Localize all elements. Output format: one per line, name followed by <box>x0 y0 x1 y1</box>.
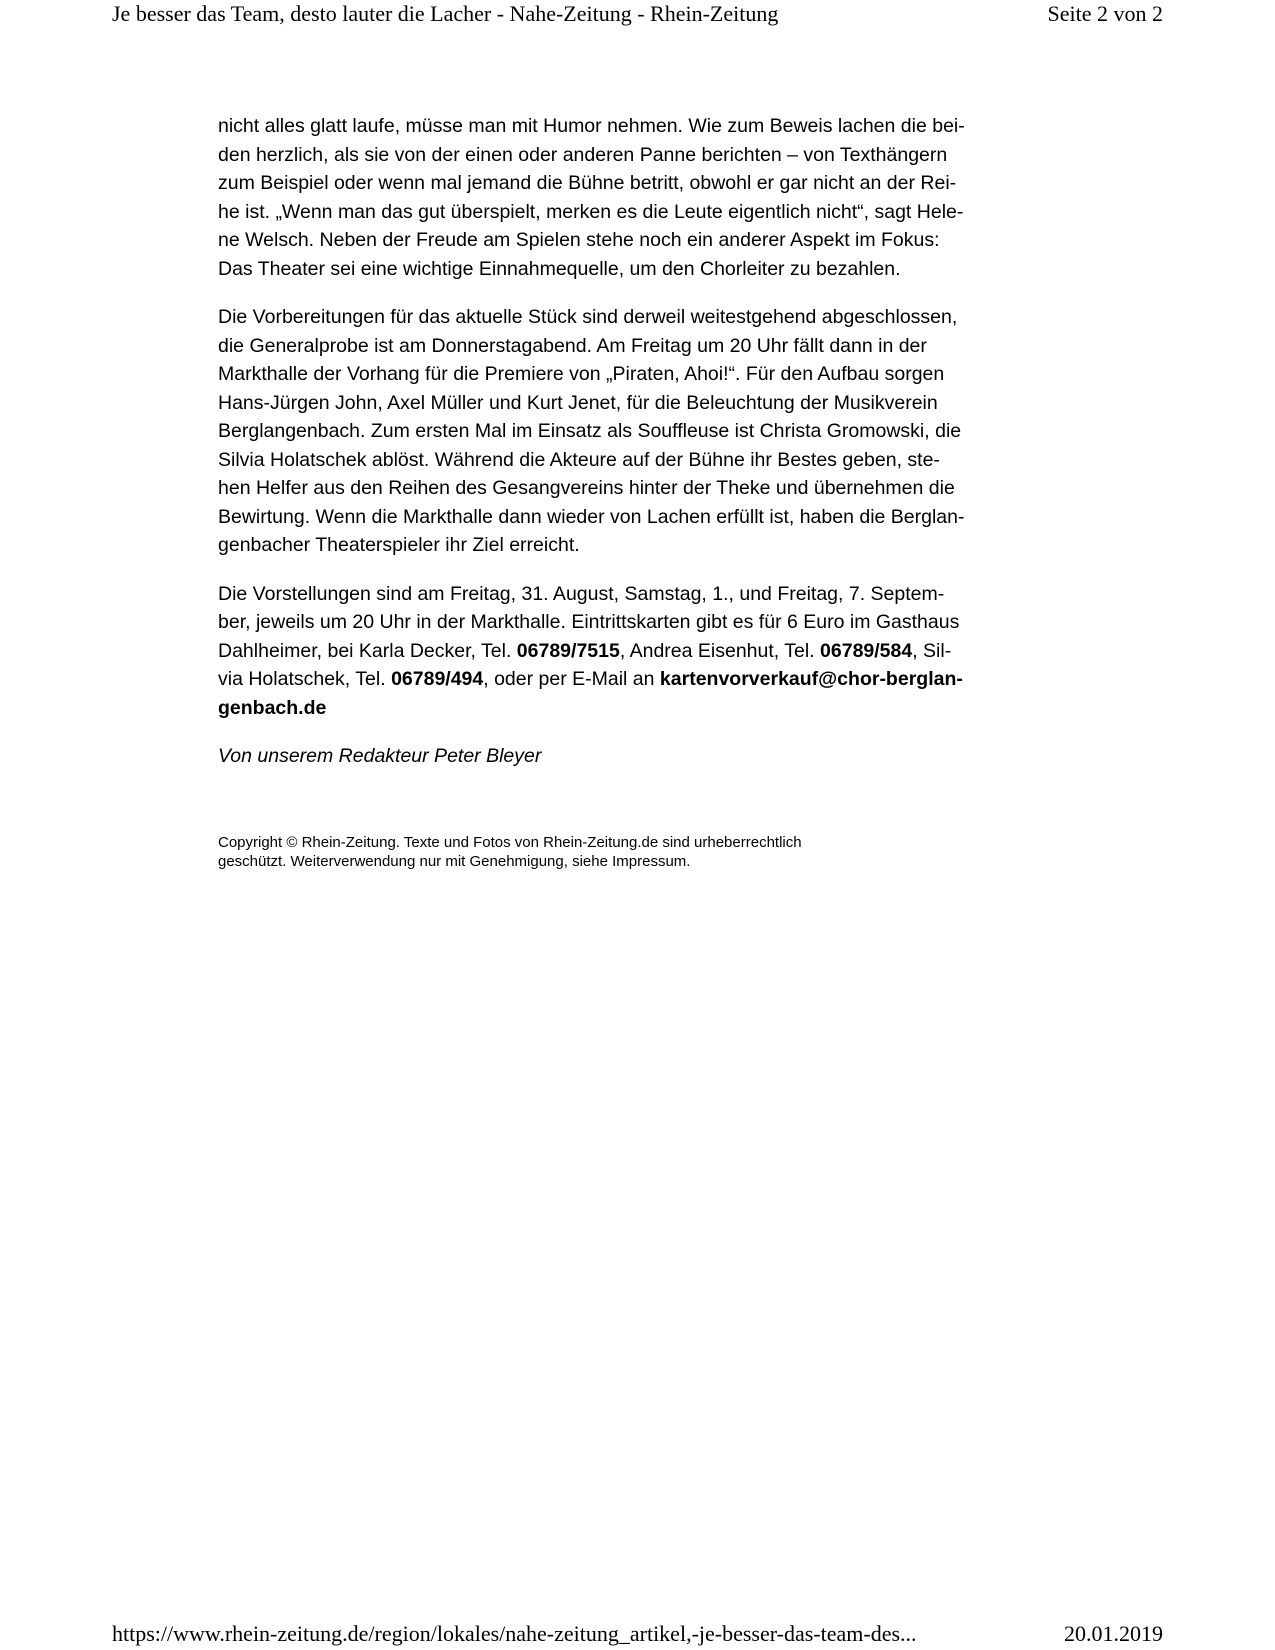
text-fragment: via Holatschek, Tel. <box>218 668 392 690</box>
print-header <box>112 0 1163 28</box>
phone-number: 06789/584 <box>820 639 913 662</box>
text-line: Bewirtung. Wenn die Markthalle dann wieder von Lachen erfüllt ist, haben die Berglan- <box>218 505 965 528</box>
text-line: den herzlich, als sie von der einen oder anderen Panne berichten – von Texthängern <box>218 143 948 166</box>
copyright-line: geschützt. Weiterverwendung nur mit Genehmigung, siehe Impressum. <box>218 853 691 870</box>
paragraph-3 <box>218 580 1058 723</box>
page-number: Seite 2 von 2 <box>1047 1 1163 26</box>
article-body <box>218 112 1058 791</box>
source-url: https://www.rhein-zeitung.de/region/lokales/nahe-zeitung_artikel,-je-besser-das-team-des... <box>112 1621 917 1646</box>
copyright-line: Copyright © Rhein-Zeitung. Texte und Fotos von Rhein-Zeitung.de sind urheberrechtlich <box>218 834 802 851</box>
text-line: nicht alles glatt laufe, müsse man mit Humor nehmen. Wie zum Beweis lachen die bei- <box>218 115 965 137</box>
text-line: die Generalprobe ist am Donnerstagabend. Am Freitag um 20 Uhr fällt dann in der <box>218 334 927 357</box>
text-line: Das Theater sei eine wichtige Einnahmequelle, um den Chorleiter zu bezahlen. <box>218 257 901 280</box>
text-fragment: , oder per E-Mail an <box>483 668 660 690</box>
text-line: zum Beispiel oder wenn mal jemand die Bühne betritt, obwohl er gar nicht an der Rei- <box>218 172 957 194</box>
email-address: kartenvorverkauf@chor-berglan- <box>659 668 963 690</box>
phone-number: 06789/494 <box>391 668 484 690</box>
print-date: 20.01.2019 <box>1064 1621 1163 1646</box>
text-line: Markthalle der Vorhang für die Premiere von „Piraten, Ahoi!“. Für den Aufbau sorgen <box>218 363 945 385</box>
text-fragment: , Sil- <box>912 639 952 662</box>
text-fragment: Dahlheimer, bei Karla Decker, Tel. <box>218 639 517 662</box>
document-title: Je besser das Team, desto lauter die Lacher - Nahe-Zeitung - Rhein-Zeitung <box>112 1 779 26</box>
byline: Von unserem Redakteur Peter Bleyer <box>218 745 542 767</box>
text-line: genbacher Theaterspieler ihr Ziel erreicht. <box>218 534 580 556</box>
paragraph-2 <box>218 303 1058 560</box>
text-line: Die Vorbereitungen für das aktuelle Stück sind derweil weitestgehend abgeschlossen, <box>218 306 958 328</box>
print-footer <box>112 1620 1163 1648</box>
email-address-continued: genbach.de <box>218 696 327 719</box>
text-fragment: , Andrea Eisenhut, Tel. <box>619 639 821 662</box>
text-line: ne Welsch. Neben der Freude am Spielen stehe noch ein anderer Aspekt im Fokus: <box>218 229 940 251</box>
text-line: Silvia Holatschek ablöst. Während die Akteure auf der Bühne ihr Bestes geben, ste- <box>218 448 940 471</box>
text-line: he ist. „Wenn man das gut überspielt, merken es die Leute eigentlich nicht“, sagt Hele- <box>218 200 964 223</box>
text-line: Hans-Jürgen John, Axel Müller und Kurt Jenet, für die Beleuchtung der Musikverein <box>218 391 938 414</box>
phone-number: 06789/7515 <box>516 639 620 662</box>
text-line: Die Vorstellungen sind am Freitag, 31. August, Samstag, 1., und Freitag, 7. Septem- <box>218 582 945 605</box>
text-line: hen Helfer aus den Reihen des Gesangvereins hinter der Theke und übernehmen die <box>218 477 955 499</box>
copyright-notice <box>218 833 918 871</box>
text-line: Berglangenbach. Zum ersten Mal im Einsatz als Souffleuse ist Christa Gromowski, die <box>218 420 962 442</box>
paragraph-1 <box>218 112 1058 283</box>
text-line: ber, jeweils um 20 Uhr in der Markthalle. Eintrittskarten gibt es für 6 Euro im Gasthaus <box>218 611 960 633</box>
